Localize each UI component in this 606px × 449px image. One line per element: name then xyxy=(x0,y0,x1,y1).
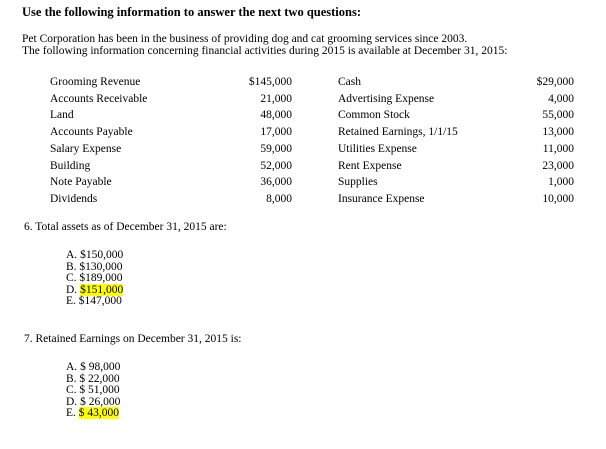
account-name: Note Payable xyxy=(50,176,112,189)
option-text: $ 26,000 xyxy=(80,395,121,408)
option-text: $ 51,000 xyxy=(79,384,120,397)
option-text: $130,000 xyxy=(79,260,123,273)
account-amount: 8,000 xyxy=(266,192,292,205)
question-7-stem: 7. Retained Earnings on December 31, 2015 is: xyxy=(24,333,242,345)
instructions-heading: Use the following information to answer the next two questions: xyxy=(22,5,361,19)
account-amount: $29,000 xyxy=(536,76,574,88)
account-amount: 21,000 xyxy=(260,92,292,105)
account-row xyxy=(50,191,574,208)
account-amount: 11,000 xyxy=(542,142,574,155)
intro-line-2: The following information concerning financial activities during 2015 is available at December 31, 2015: xyxy=(22,45,508,57)
account-name: Accounts Receivable xyxy=(50,92,148,105)
option-letter: B. xyxy=(66,260,77,273)
account-name: Building xyxy=(50,159,91,172)
account-amount: 52,000 xyxy=(260,159,292,172)
question-7-options xyxy=(66,362,120,420)
option-letter: C. xyxy=(66,272,77,285)
column-spacer xyxy=(292,158,338,175)
account-name: Utilities Expense xyxy=(338,142,417,155)
account-name: Advertising Expense xyxy=(338,92,435,105)
account-row xyxy=(50,91,574,108)
account-amount: 17,000 xyxy=(260,126,292,139)
column-spacer xyxy=(292,191,338,208)
account-row xyxy=(50,124,574,141)
q6-option-e[interactable] xyxy=(66,296,123,308)
account-name: Insurance Expense xyxy=(338,192,425,205)
option-text: $ 98,000 xyxy=(80,361,121,373)
option-letter: D. xyxy=(66,283,78,296)
account-row xyxy=(50,158,574,175)
account-row xyxy=(50,107,574,124)
option-letter: E. xyxy=(66,407,76,420)
intro-line-1: Pet Corporation has been in the business of providing dog and cat grooming services since 2003. xyxy=(22,33,468,45)
option-letter: D. xyxy=(66,395,78,408)
account-name: Common Stock xyxy=(338,109,410,122)
intro-paragraph xyxy=(22,33,507,57)
account-name: Retained Earnings, 1/1/15 xyxy=(338,126,458,139)
account-name: Land xyxy=(50,109,74,122)
column-spacer xyxy=(292,141,338,158)
account-name: Accounts Payable xyxy=(50,126,133,139)
option-text-highlighted: $151,000 xyxy=(80,283,124,296)
account-name: Rent Expense xyxy=(338,159,402,172)
column-spacer xyxy=(292,124,338,141)
column-spacer xyxy=(292,107,338,124)
option-letter: B. xyxy=(66,372,77,385)
option-text: $150,000 xyxy=(80,249,124,261)
question-6-stem: 6. Total assets as of December 31, 2015 are: xyxy=(24,221,227,233)
q7-option-e[interactable] xyxy=(66,408,120,420)
option-letter: A. xyxy=(66,249,78,261)
account-amount: 13,000 xyxy=(542,126,574,139)
account-amount: 1,000 xyxy=(548,176,574,189)
account-row xyxy=(50,74,574,91)
option-letter: C. xyxy=(66,384,77,397)
account-amount: 48,000 xyxy=(260,109,292,122)
option-text: $ 22,000 xyxy=(79,372,120,385)
account-amount: 4,000 xyxy=(548,92,574,105)
account-amount: 59,000 xyxy=(260,142,292,155)
option-letter: E. xyxy=(66,295,76,308)
account-amount: 23,000 xyxy=(542,159,574,172)
column-spacer xyxy=(292,91,338,108)
column-spacer xyxy=(292,174,338,191)
option-letter: A. xyxy=(66,361,78,373)
account-name: Grooming Revenue xyxy=(50,76,141,88)
account-balances-table xyxy=(50,74,574,208)
account-name: Cash xyxy=(338,76,361,88)
account-name: Dividends xyxy=(50,192,98,205)
question-6-options xyxy=(66,250,123,308)
option-text-highlighted: $ 43,000 xyxy=(78,407,120,420)
column-spacer xyxy=(292,74,338,91)
option-text: $147,000 xyxy=(78,295,122,308)
option-text: $189,000 xyxy=(79,272,123,285)
account-name: Salary Expense xyxy=(50,142,122,155)
account-amount: 55,000 xyxy=(542,109,574,122)
account-amount: 10,000 xyxy=(542,192,574,205)
account-name: Supplies xyxy=(338,176,378,189)
account-amount: $145,000 xyxy=(248,76,292,88)
account-row xyxy=(50,174,574,191)
account-row xyxy=(50,141,574,158)
account-amount: 36,000 xyxy=(260,176,292,189)
